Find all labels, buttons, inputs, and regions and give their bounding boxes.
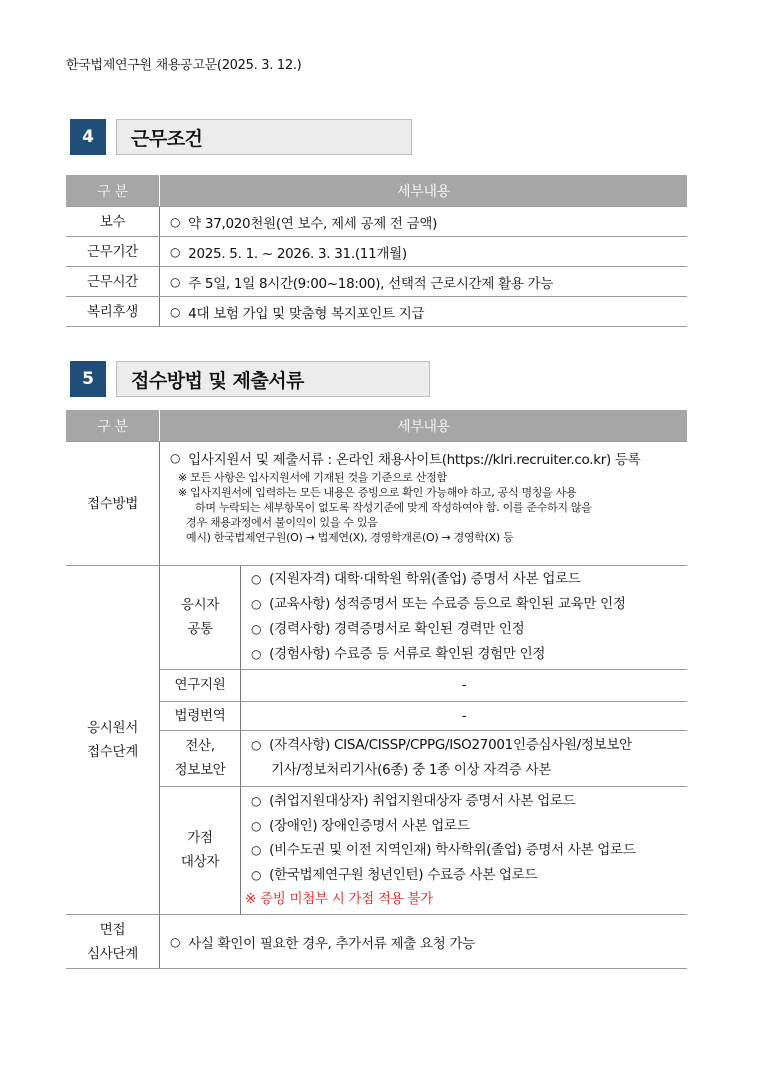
row-label-apply: 응시원서 접수단계 xyxy=(66,566,160,915)
bullet-icon: ○ xyxy=(251,597,262,612)
method-note-2a: ※ 입사지원서에 입력하는 모든 내용은 증빙으로 확인 가능해야 하고, 공식 명칭을 사용 xyxy=(178,486,577,499)
row-label-method: 접수방법 xyxy=(66,442,160,566)
row-label-hours: 근무시간 xyxy=(66,267,160,297)
subtable-row xyxy=(160,566,687,669)
sub-label-it: 전산, 정보보안 xyxy=(160,730,241,786)
row-text-salary: 약 37,020천원(연 보수, 제세 공제 전 금액) xyxy=(188,215,438,232)
table-row xyxy=(66,442,687,566)
bonus-item-4: (한국법제연구원 청년인턴) 수료증 사본 업로드 xyxy=(269,866,538,883)
method-note-2c: 경우 채용과정에서 불이익이 있을 수 있음 xyxy=(186,516,378,529)
bullet-icon: ○ xyxy=(251,818,262,833)
bonus-item-2: (장애인) 장애인증명서 사본 업로드 xyxy=(269,817,470,834)
row-text-period: 2025. 5. 1. ~ 2026. 3. 31.(11개월) xyxy=(188,245,407,262)
sub-label-translation: 법령번역 xyxy=(160,701,241,730)
table-row xyxy=(66,207,687,237)
bullet-icon: ○ xyxy=(251,843,262,857)
subtable-row xyxy=(160,669,687,701)
table-row xyxy=(66,915,687,969)
bullet-icon: ○ xyxy=(251,867,262,882)
bonus-item-3: (비수도권 및 이전 지역인재) 학사학위(졸업) 증명서 사본 업로드 xyxy=(269,842,636,858)
subtable-row xyxy=(160,730,687,786)
bonus-warning: ※ 증빙 미첨부 시 가점 적용 불가 xyxy=(245,891,433,907)
bullet-icon: ○ xyxy=(251,647,262,662)
research-value: - xyxy=(241,669,688,701)
common-item-3: (경력사항) 경력증명서로 확인된 경력만 인정 xyxy=(269,621,525,638)
bullet-icon: ○ xyxy=(251,572,262,587)
row-label-welfare: 복리후생 xyxy=(66,297,160,327)
table-row xyxy=(66,566,687,915)
method-note-2b: 하며 누락되는 세부항목이 없도록 작성기준에 맞게 작성하여야 함. 이를 준수하지 않을 xyxy=(195,501,592,514)
it-line-1: (자격사항) CISA/CISSP/CPPG/ISO27001인증심사원/정보보안 xyxy=(269,737,632,753)
bullet-icon: ○ xyxy=(170,274,181,289)
section-5-number: 5 xyxy=(70,361,106,397)
bullet-icon: ○ xyxy=(170,304,181,319)
sub-label-bonus: 가점 대상자 xyxy=(160,786,241,914)
col-header-label: 구 분 xyxy=(66,175,160,207)
col-header-label: 구 분 xyxy=(66,410,160,442)
bullet-icon: ○ xyxy=(170,451,181,465)
subtable-row xyxy=(160,786,687,914)
bullet-icon: ○ xyxy=(170,934,181,949)
bullet-icon: ○ xyxy=(170,244,181,259)
col-header-content: 세부내용 xyxy=(160,175,688,207)
row-label-period: 근무기간 xyxy=(66,237,160,267)
col-header-content: 세부내용 xyxy=(160,410,688,442)
method-main-text: 입사지원서 및 제출서류 : 온라인 채용사이트(https://klri.recruiter.co.kr) 등록 xyxy=(188,452,641,468)
common-item-4: (경험사항) 수료증 등 서류로 확인된 경험만 인정 xyxy=(269,646,546,663)
section-4-title: 근무조건 xyxy=(116,119,412,155)
document-header: 한국법제연구원 채용공고문(2025. 3. 12.) xyxy=(66,58,302,73)
row-text-hours: 주 5일, 1일 8시간(9:00~18:00), 선택적 근로시간제 활용 가능 xyxy=(188,275,554,292)
sub-label-research: 연구지원 xyxy=(160,669,241,701)
apply-subtable xyxy=(160,566,687,914)
bullet-icon: ○ xyxy=(251,794,262,808)
sub-label-common: 응시자 공통 xyxy=(160,566,241,669)
row-label-interview: 면접 심사단계 xyxy=(66,915,160,969)
method-note-1: ※ 모든 사항은 입사지원서에 기재된 것을 기준으로 산정함 xyxy=(178,471,447,484)
application-table xyxy=(66,410,687,969)
method-example: 예시) 한국법제연구원(O) → 법제연(X), 경영학개론(O) → 경영학(X) 등 xyxy=(186,531,514,544)
section-5-title: 접수방법 및 제출서류 xyxy=(116,361,430,397)
table-row xyxy=(66,267,687,297)
section-4-number: 4 xyxy=(70,119,106,155)
translation-value: - xyxy=(241,701,688,730)
row-text-welfare: 4대 보험 가입 및 맞춤형 복지포인트 지급 xyxy=(188,305,425,322)
work-conditions-table xyxy=(66,175,687,327)
common-item-1: (지원자격) 대학·대학원 학위(졸업) 증명서 사본 업로드 xyxy=(269,571,581,588)
it-line-2: 기사/정보처리기사(6종) 중 1종 이상 자격증 사본 xyxy=(271,762,552,778)
common-item-2: (교육사항) 성적증명서 또는 수료증 등으로 확인된 교육만 인정 xyxy=(269,596,626,613)
subtable-row xyxy=(160,701,687,730)
bullet-icon: ○ xyxy=(251,738,262,752)
row-label-salary: 보수 xyxy=(66,207,160,237)
bullet-icon: ○ xyxy=(251,622,262,637)
table-row xyxy=(66,237,687,267)
table-row xyxy=(66,297,687,327)
bonus-item-1: (취업지원대상자) 취업지원대상자 증명서 사본 업로드 xyxy=(269,793,576,809)
bullet-icon: ○ xyxy=(170,214,181,229)
interview-text: 사실 확인이 필요한 경우, 추가서류 제출 요청 가능 xyxy=(188,935,475,952)
